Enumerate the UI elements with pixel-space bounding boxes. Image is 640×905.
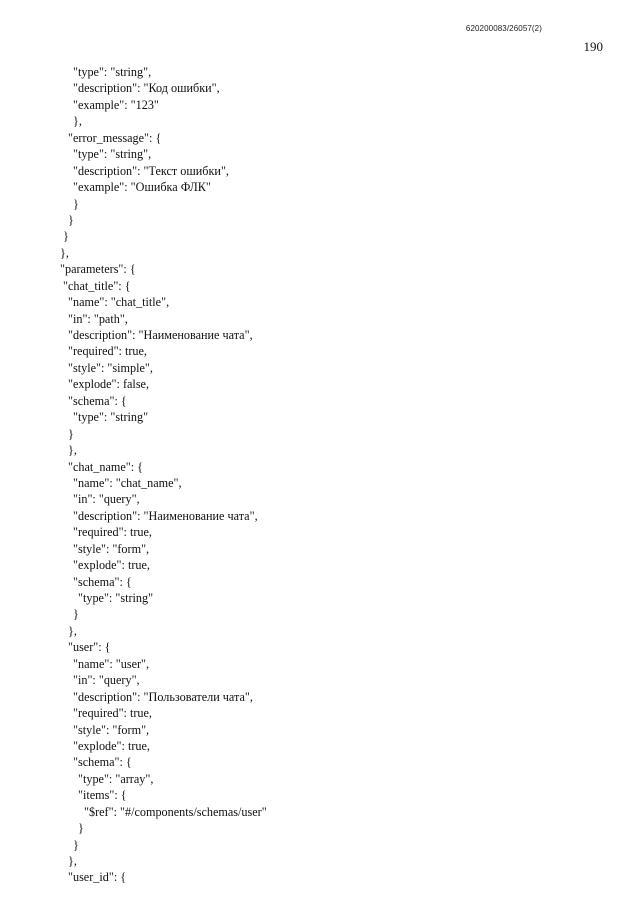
code-line: }, xyxy=(68,854,77,868)
code-line: }, xyxy=(60,245,69,260)
code-line: "required": true, xyxy=(73,706,152,721)
code-line: "in": "query", xyxy=(73,492,140,507)
code-line: "error_message": { xyxy=(68,130,162,145)
code-line: "type": "array", xyxy=(78,771,154,786)
code-line: "in": "query", xyxy=(73,673,140,688)
code-line: "name": "user", xyxy=(73,656,150,671)
code-line: "description": "Наименование чата", xyxy=(68,328,253,342)
code-line: } xyxy=(68,212,74,227)
code-line: "required": true, xyxy=(73,525,152,540)
code-line: "type": "string", xyxy=(73,147,152,162)
code-line: "explode": false, xyxy=(68,377,150,392)
document-id: 620200083/26057(2) xyxy=(465,24,542,33)
code-line: }, xyxy=(73,114,82,129)
code-line: } xyxy=(63,229,69,244)
code-line: "example": "123" xyxy=(73,97,159,112)
code-line: "in": "path", xyxy=(68,311,128,326)
code-line: "type": "string" xyxy=(73,410,149,425)
code-line: "schema": { xyxy=(68,393,127,408)
code-line: "example": "Ошибка ФЛК" xyxy=(73,180,211,195)
code-line: "style": "form", xyxy=(73,541,150,556)
code-line: }, xyxy=(68,623,77,638)
code-line: } xyxy=(73,607,79,622)
code-line: "description": "Текст ошибки", xyxy=(73,163,229,178)
code-line: "name": "chat_title", xyxy=(68,295,170,310)
code-line: "chat_title": { xyxy=(63,278,131,293)
page-number: 190 xyxy=(583,39,603,54)
code-line: "style": "form", xyxy=(73,722,150,737)
code-line: "description": "Наименование чата", xyxy=(73,508,258,523)
code-line: "type": "string", xyxy=(73,65,152,79)
code-line: "explode": true, xyxy=(73,558,150,573)
code-line: } xyxy=(68,426,74,441)
code-line: "description": "Код ошибки", xyxy=(73,81,220,96)
code-line: } xyxy=(78,821,84,836)
code-line: } xyxy=(73,837,79,852)
code-line: "$ref": "#/components/schemas/user" xyxy=(84,804,267,819)
code-line: "required": true, xyxy=(68,344,147,359)
code-line: "schema": { xyxy=(73,755,132,770)
code-line: }, xyxy=(68,443,77,458)
code-line: "chat_name": { xyxy=(68,459,144,474)
code-line: "user_id": { xyxy=(68,870,127,885)
code-line: "description": "Пользователи чата", xyxy=(73,689,253,704)
code-line: "explode": true, xyxy=(73,738,150,753)
code-line: } xyxy=(73,196,79,211)
code-line: "user": { xyxy=(68,640,111,655)
code-line: "type": "string" xyxy=(78,591,154,605)
code-line: "parameters": { xyxy=(60,262,136,277)
code-block xyxy=(60,64,600,886)
code-line: "name": "chat_name", xyxy=(73,475,182,490)
code-line: "schema": { xyxy=(73,574,132,589)
code-line: "items": { xyxy=(78,788,127,803)
code-line: "style": "simple", xyxy=(68,360,153,375)
